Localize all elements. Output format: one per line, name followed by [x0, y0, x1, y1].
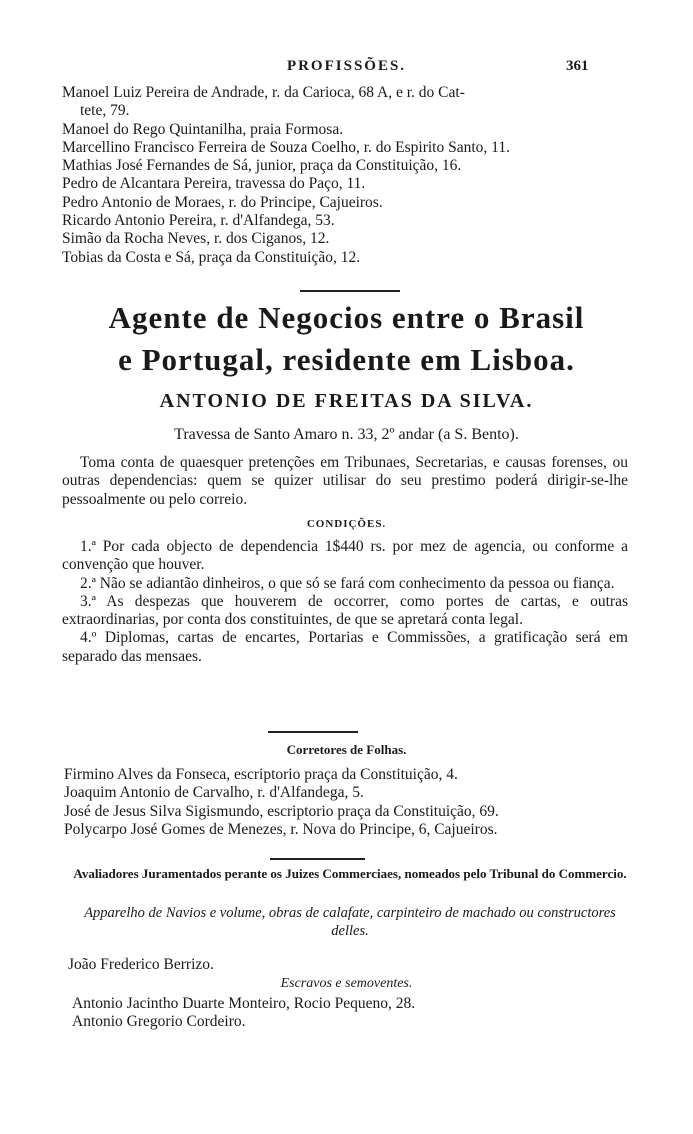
list-item: Tobias da Costa e Sá, praça da Constituição, 12. [62, 248, 361, 266]
agent-headline-1: Agente de Negocios entre o Brasil [108, 300, 585, 335]
list-item: João Frederico Berrizo. [68, 956, 214, 973]
avaliadores-subheading: Apparelho de Navios e volume, obras de calafate, carpinteiro de machado ou constructores delles. [84, 905, 616, 940]
condition-item: 3.ª As despezas que houverem de occorrer, como portes de cartas, e outras extraordinarias, por conta dos constituintes, de que se apretará conta legal. [62, 592, 628, 629]
list-item: Polycarpo José Gomes de Menezes, r. Nova do Principe, 6, Cajueiros. [64, 820, 498, 838]
list-item: Mathias José Fernandes de Sá, junior, praça da Constituição, 16. [62, 157, 462, 175]
avaliadores-subheading: Escravos e semoventes. [280, 976, 413, 991]
agent-address: Travessa de Santo Amaro n. 33, 2º andar (a S. Bento). [174, 426, 519, 443]
list-item: Manoel Luiz Pereira de Andrade, r. da Carioca, 68 A, e r. do Cat- [62, 84, 465, 101]
agent-description: Toma conta de quaesquer pretenções em Tribunaes, Secretarias, e causas forenses, ou outras dependencias: quem se quizer utilisar do seu prestimo poderá dirigir-se-lhe pessoalmente ou pelo correio. [62, 454, 628, 508]
list-item: tete, 79. [80, 102, 130, 120]
condition-item: 4.º Diplomas, cartas de encartes, Portarias e Commissões, a gratificação será em separado das mensaes. [62, 629, 628, 665]
condition-item: 2.ª Não se adiantão dinheiros, o que só se fará com conhecimento da pessoa ou fiança. [80, 574, 615, 592]
list-item: Manoel do Rego Quintanilha, praia Formosa. [62, 120, 344, 138]
list-item: José de Jesus Silva Sigismundo, escriptorio praça da Constituição, 69. [64, 802, 499, 820]
conditions-list [62, 538, 628, 666]
running-header: PROFISSÕES. [286, 58, 407, 74]
condition-item: 1.ª Por cada objecto de dependencia 1$440 rs. por mez de agencia, ou conforme a convenção que houver. [62, 538, 628, 574]
conditions-title: CONDIÇÕES. [306, 518, 387, 530]
page-number: 361 [566, 58, 589, 74]
agent-name: ANTONIO DE FREITAS DA SILVA. [159, 390, 534, 412]
top-list [62, 84, 632, 267]
avaliadores-list [72, 995, 415, 1032]
divider [300, 290, 400, 292]
corretores-list [64, 766, 634, 839]
divider [268, 731, 358, 733]
corretores-title: Corretores de Folhas. [286, 742, 407, 757]
avaliadores-title: Avaliadores Juramentados perante os Juizes Commerciaes, nomeados pelo Tribunal do Commercio. [73, 866, 627, 881]
list-item: Antonio Jacintho Duarte Monteiro, Rocio Pequeno, 28. [72, 995, 416, 1012]
list-item: Antonio Gregorio Cordeiro. [72, 1013, 246, 1031]
list-item: Simão da Rocha Neves, r. dos Ciganos, 12. [62, 230, 330, 248]
agent-headline-2: e Portugal, residente em Lisboa. [118, 342, 575, 377]
list-item: Marcellino Francisco Ferreira de Souza Coelho, r. do Espirito Santo, 11. [62, 138, 510, 156]
list-item: Firmino Alves da Fonseca, escriptorio praça da Constituição, 4. [64, 766, 458, 783]
list-item: Ricardo Antonio Pereira, r. d'Alfandega, 53. [62, 212, 335, 230]
list-item: Pedro de Alcantara Pereira, travessa do Paço, 11. [62, 175, 366, 193]
divider [270, 858, 365, 860]
list-item: Pedro Antonio de Moraes, r. do Principe, Cajueiros. [62, 193, 383, 211]
list-item: Joaquim Antonio de Carvalho, r. d'Alfandega, 5. [64, 784, 364, 802]
